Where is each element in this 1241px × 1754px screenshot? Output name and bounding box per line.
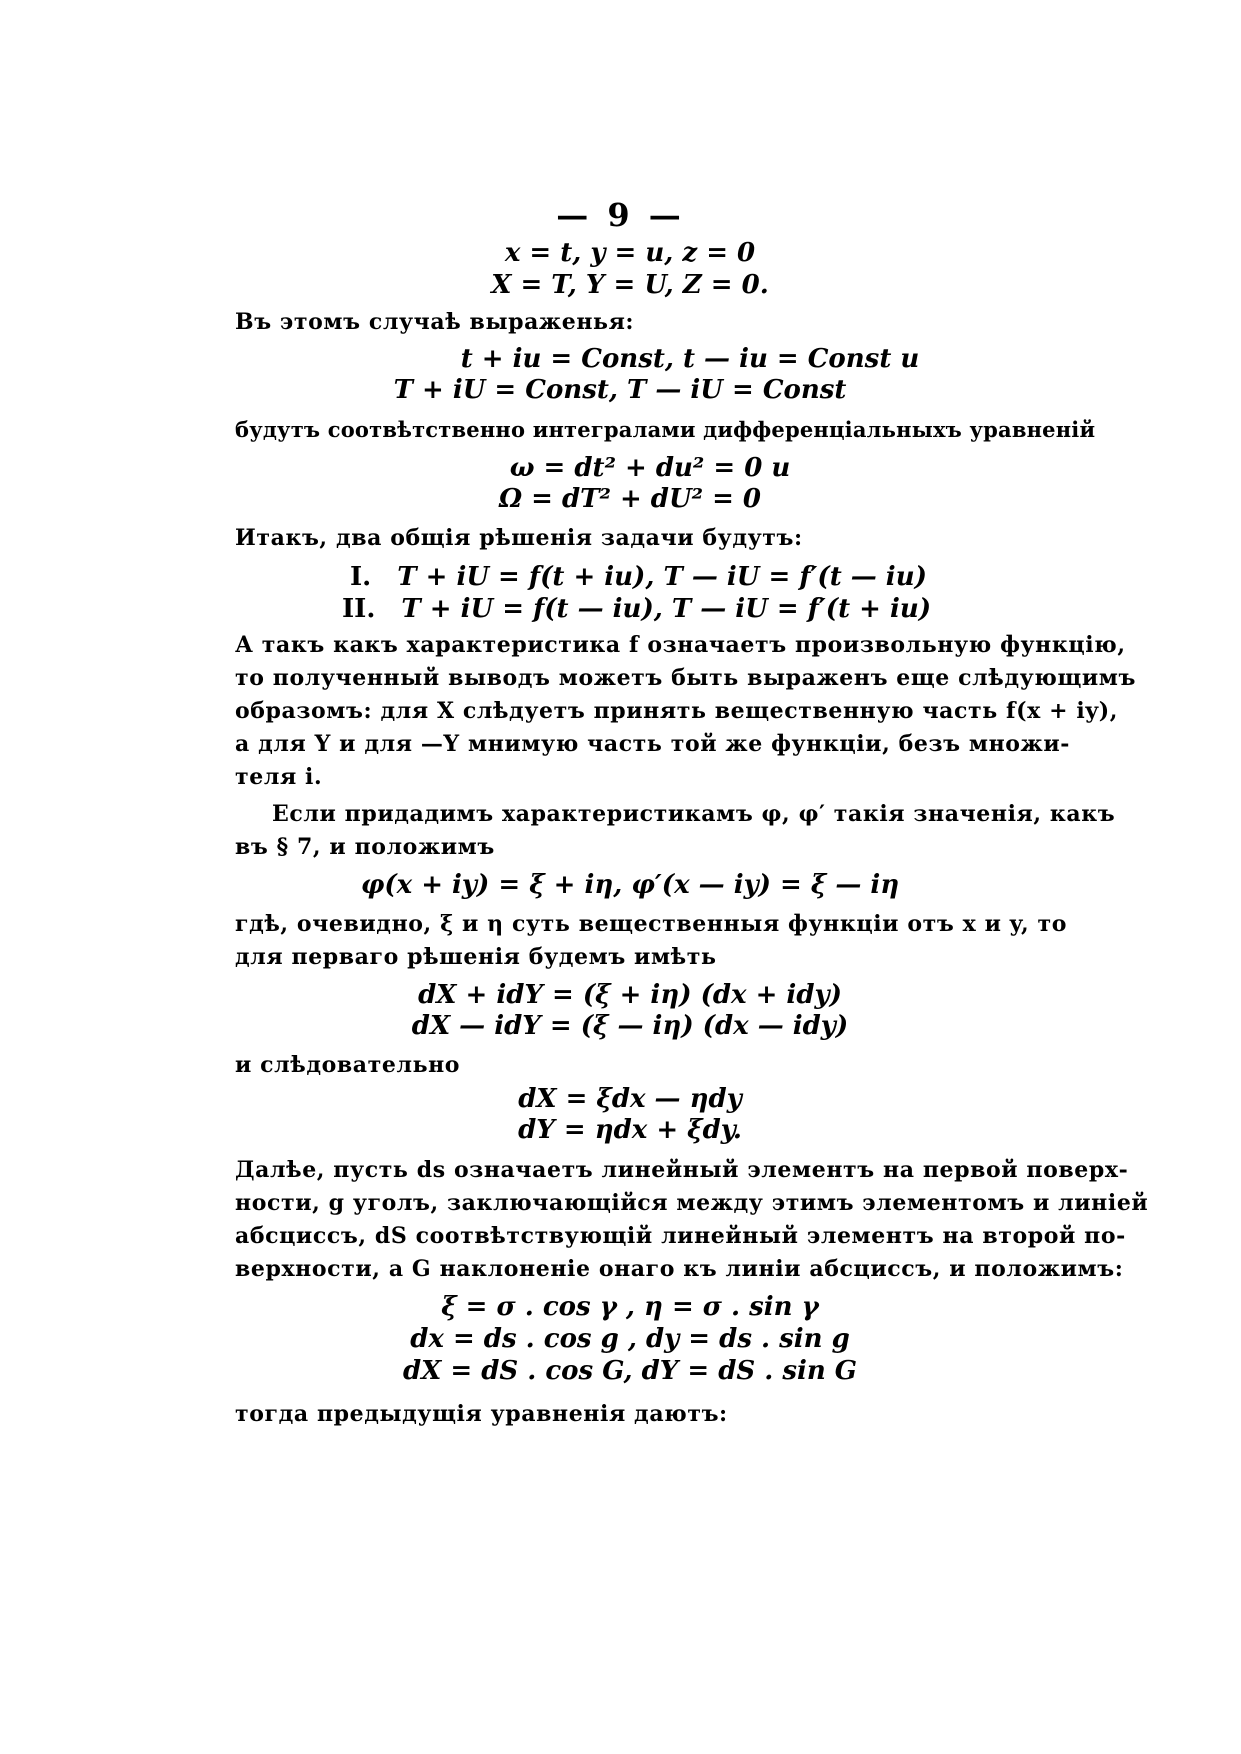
text-line: Итакъ, два общія рѣшенія задачи будутъ:	[235, 525, 803, 551]
text-line: Далѣе, пусть ds означаетъ линейный элементъ на первой поверх-	[235, 1157, 1129, 1183]
text-line: будутъ соотвѣтственно интегралами дифференціальныхъ уравненій	[235, 417, 1096, 442]
equation-line: x = t, y = u, z = 0	[504, 238, 756, 268]
equation-number: II.	[342, 594, 376, 624]
text-line: абсциссъ, dS соотвѣтствующій линейный элементъ на второй по-	[235, 1223, 1126, 1249]
equation-number: I.	[350, 562, 372, 592]
equation-line: dX = dS . cos G, dY = dS . sin G	[402, 1356, 857, 1386]
text-line: образомъ: для X слѣдуетъ принять вещественную часть f(x + iy),	[235, 698, 1118, 724]
text-line: ности, g уголъ, заключающійся между этимъ элементомъ и линіей	[235, 1190, 1149, 1216]
text-line: тогда предыдущія уравненія даютъ:	[235, 1401, 728, 1427]
text-line: Если придадимъ характеристикамъ φ, φ′ такія значенія, какъ	[272, 801, 1116, 827]
text-line: для перваго рѣшенія будемъ имѣть	[235, 944, 717, 970]
equation-line	[342, 592, 932, 626]
equation-line: dx = ds . cos g , dy = ds . sin g	[410, 1324, 850, 1354]
text-line: Въ этомъ случаѣ выраженья:	[235, 309, 635, 335]
equation-line: X = T, Y = U, Z = 0.	[491, 270, 769, 300]
equation-line: T + iU = Const, T — iU = Const	[393, 375, 847, 405]
text-line: теля i.	[235, 764, 323, 790]
equation-line: φ(x + iy) = ξ + iη, φ′(x — iy) = ξ — iη	[360, 870, 900, 900]
text-line: то полученный выводъ можетъ быть выраженъ еще слѣдующимъ	[235, 665, 1136, 691]
equation-line: Ω = dT² + dU² = 0	[498, 484, 762, 514]
equation-text: T + iU = f(t + iu), T — iU = f′(t — iu)	[397, 562, 927, 592]
equation-line: dX + idY = (ξ + iη) (dx + idy)	[418, 980, 842, 1010]
text-line: гдѣ, очевидно, ξ и η суть вещественныя функціи отъ x и y, то	[235, 911, 1068, 937]
equation-line: dY = ηdx + ξdy.	[518, 1115, 742, 1145]
equation-line	[350, 560, 927, 594]
equation-line: dX — idY = (ξ — iη) (dx — idy)	[411, 1011, 849, 1041]
equation-line: dX = ξdx — ηdy	[518, 1084, 742, 1114]
text-line: и слѣдовательно	[235, 1052, 461, 1078]
text-line: въ § 7, и положимъ	[235, 834, 495, 860]
equation-line: ω = dt² + du² = 0 и	[509, 453, 791, 483]
text-line: а для Y и для —Y мнимую часть той же функціи, безъ множи-	[235, 731, 1071, 757]
text-line: верхности, а G наклоненіе онаго къ линіи абсциссъ, и положимъ:	[235, 1256, 1124, 1282]
equation-text: T + iU = f(t — iu), T — iU = f′(t + iu)	[401, 594, 932, 624]
equation-line: t + iu = Const, t — iu = Const и	[460, 344, 920, 374]
equation-line: ξ = σ . cos γ , η = σ . sin γ	[441, 1292, 819, 1322]
page-number: — 9 —	[556, 196, 685, 234]
text-line: А такъ какъ характеристика f означаетъ произвольную функцію,	[235, 632, 1126, 658]
